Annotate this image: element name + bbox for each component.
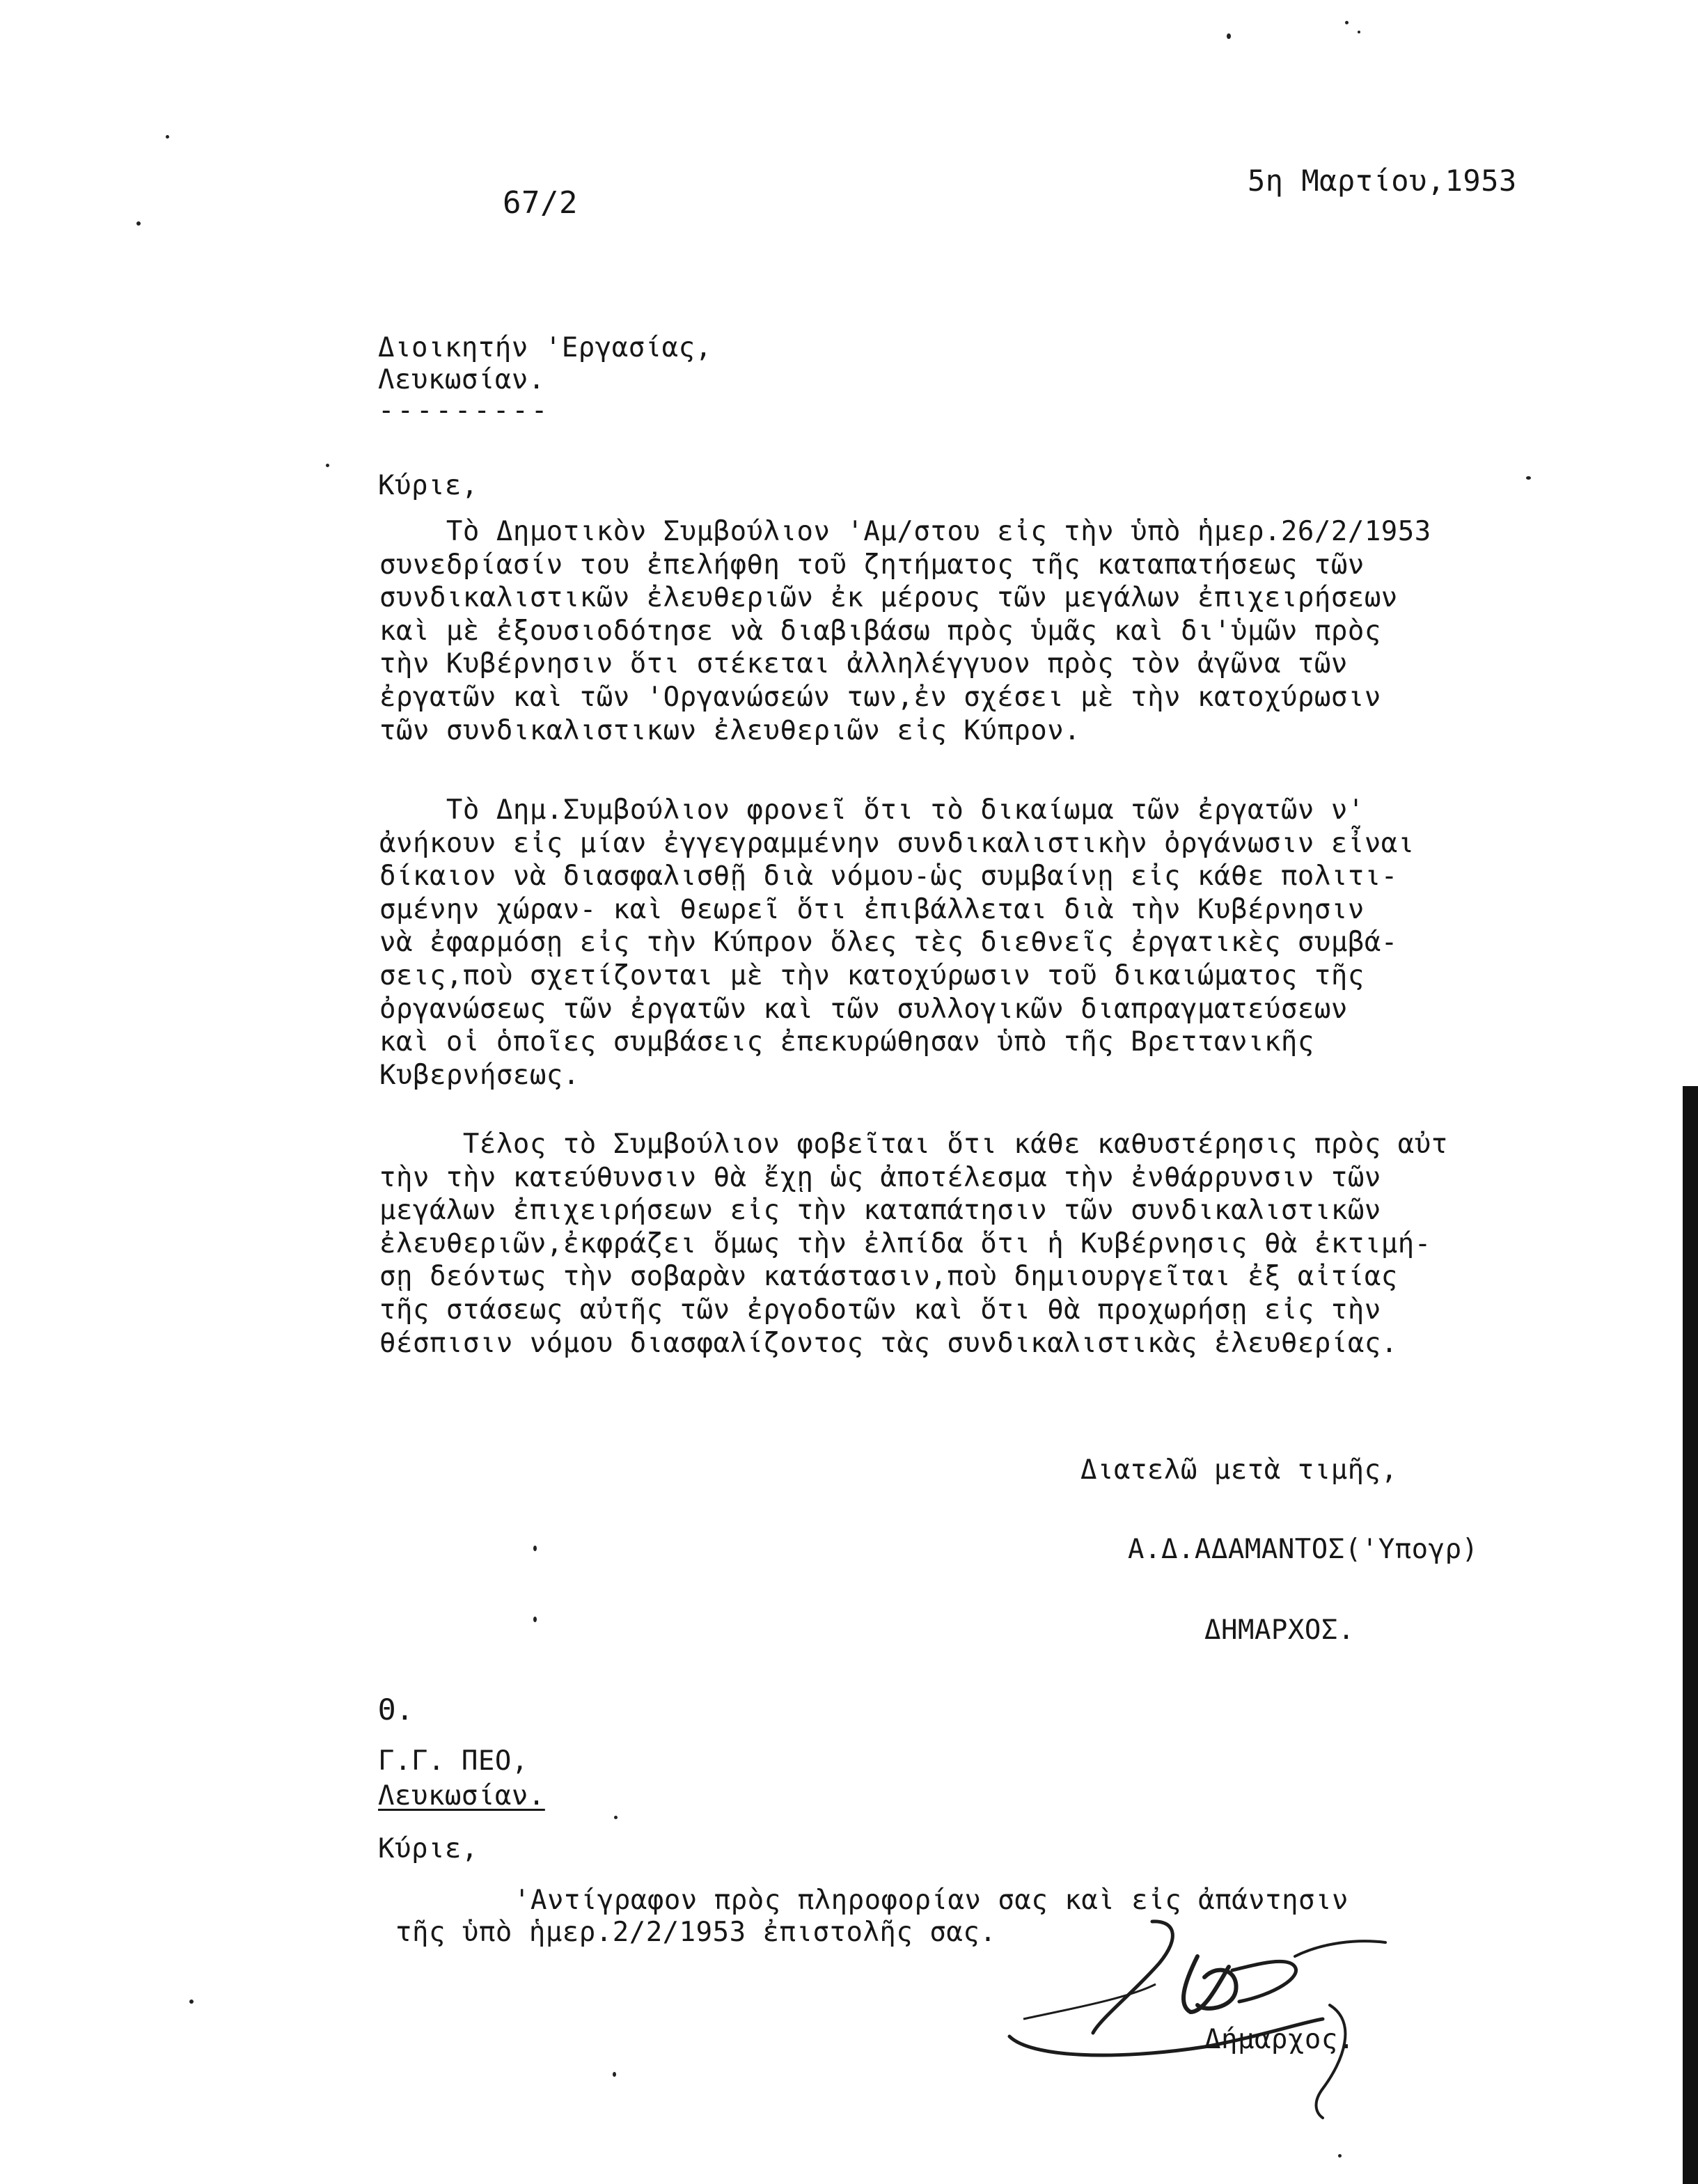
copy-text-line-2: τῆς ὑπὸ ἡμερ.2/2/1953 ἐπιστολῆς σας. xyxy=(395,1917,997,1948)
paragraph-line: τῶν συνδικαλιστικων ἐλευθεριῶν εἰς Κύπρον. xyxy=(379,714,1081,746)
paragraph-line: ὀργανώσεως τῶν ἐργατῶν καὶ τῶν συλλογικῶν διαπραγματεύσεων xyxy=(379,993,1348,1025)
scan-edge-shadow xyxy=(1683,1086,1698,2184)
signature-caption: Δήμαρχος. xyxy=(1204,2024,1355,2055)
scan-speck xyxy=(1358,31,1360,33)
closing: Διατελῶ μετὰ τιμῆς, xyxy=(1080,1454,1398,1486)
scan-speck xyxy=(533,1617,537,1622)
paragraph-line: τὴν Κυβέρνησιν ὅτι στέκεται ἀλληλέγγυον πρὸς τὸν ἀγῶνα τῶν xyxy=(379,648,1348,680)
scan-speck xyxy=(1338,2154,1342,2158)
copy-salutation: Κύριε, xyxy=(378,1833,478,1864)
paragraph-line: δίκαιον νὰ διασφαλισθῇ διὰ νόμου-ὡς συμβαίνῃ εἰς κάθε πολιτι- xyxy=(379,861,1398,893)
reference-number: 67/2 xyxy=(503,185,578,221)
scan-speck xyxy=(166,135,169,139)
scan-speck xyxy=(614,1816,618,1819)
scan-speck xyxy=(533,1546,537,1551)
scan-speck xyxy=(326,464,329,467)
signatory-title: ΔΗΜΑΡΧΟΣ. xyxy=(1204,1615,1355,1646)
paragraph-line: ἀνήκουν εἰς μίαν ἐγγεγραμμένην συνδικαλιστικὴν ὀργάνωσιν εἶναι xyxy=(379,827,1415,859)
scan-speck xyxy=(1526,476,1531,480)
copy-recipient-line-1: Γ.Γ. ΠΕΟ, xyxy=(378,1745,528,1777)
paragraph-line: σμένην χώραν- καὶ θεωρεῖ ὅτι ἐπιβάλλεται διὰ τὴν Κυβέρνησιν xyxy=(379,893,1365,925)
recipient-rule: --------- xyxy=(378,395,551,426)
body-paragraph-2 xyxy=(379,794,1688,1092)
signatory-name: Α.Δ.ΑΔΑΜΑΝΤΟΣ('Υπογρ) xyxy=(1128,1534,1479,1565)
paragraph-line: Τὸ Δημοτικὸν Συμβούλιον 'Αμ/στου εἰς τὴν ὑπὸ ἡμερ.26/2/1953 xyxy=(379,516,1431,547)
paragraph-line: ἐλευθεριῶν,ἐκφράζει ὅμως τὴν ἐλπίδα ὅτι ἡ Κυβέρνησις θὰ ἐκτιμή- xyxy=(379,1227,1431,1259)
scan-speck xyxy=(1345,21,1349,24)
paragraph-line: καὶ οἱ ὁποῖες συμβάσεις ἐπεκυρώθησαν ὑπὸ τῆς Βρεττανικῆς xyxy=(379,1026,1314,1058)
paragraph-line: σῃ δεόντως τὴν σοβαρὰν κατάστασιν,ποὺ δημιουργεῖται ἐξ αἰτίας xyxy=(379,1261,1398,1293)
body-paragraph-3 xyxy=(379,1128,1688,1360)
paragraph-line: μεγάλων ἐπιχειρήσεων εἰς τὴν καταπάτησιν τῶν συνδικαλιστικῶν xyxy=(379,1195,1381,1227)
copy-text-line-1: 'Αντίγραφον πρὸς πληροφορίαν σας καὶ εἰς ἀπάντησιν xyxy=(514,1885,1349,1916)
paragraph-line: σεις,ποὺ σχετίζονται μὲ τὴν κατοχύρωσιν τοῦ δικαιώματος τῆς xyxy=(379,959,1365,991)
scan-speck xyxy=(613,2072,616,2077)
paragraph-line: Κυβερνήσεως. xyxy=(379,1059,580,1091)
paragraph-line: νὰ ἐφαρμόσῃ εἰς τὴν Κύπρον ὅλες τὲς διεθνεῖς ἐργατικὲς συμβά- xyxy=(379,927,1398,959)
handwritten-signature xyxy=(996,1901,1427,2123)
paragraph-line: συνδικαλιστικῶν ἐλευθεριῶν ἐκ μέρους τῶν μεγάλων ἐπιχειρήσεων xyxy=(379,582,1398,614)
copy-recipient-line-2: Λευκωσίαν. xyxy=(378,1780,545,1812)
letter-date: 5η Μαρτίου,1953 xyxy=(1248,164,1517,198)
scan-speck xyxy=(1227,33,1231,39)
paragraph-line: Τέλος τὸ Συμβούλιον φοβεῖται ὅτι κάθε καθυστέρησις πρὸς αὐτ xyxy=(379,1129,1448,1160)
salutation: Κύριε, xyxy=(378,470,478,501)
paragraph-line: θέσπισιν νόμου διασφαλίζοντος τὰς συνδικαλιστικὰς ἐλευθερίας. xyxy=(379,1327,1398,1359)
paragraph-line: συνεδρίασίν του ἐπελήφθη τοῦ ζητήματος τῆς καταπατήσεως τῶν xyxy=(379,549,1365,581)
recipient-line-1: Διοικητήν 'Εργασίας, xyxy=(378,332,712,363)
paragraph-line: καὶ μὲ ἐξουσιοδότησε νὰ διαβιβάσω πρὸς ὑμᾶς καὶ δι'ὑμῶν πρὸς xyxy=(379,615,1381,647)
paragraph-line: τῆς στάσεως αὐτῆς τῶν ἐργοδοτῶν καὶ ὅτι θὰ προχωρήσῃ εἰς τὴν xyxy=(379,1294,1381,1326)
body-paragraph-1 xyxy=(379,515,1688,747)
paragraph-line: ἐργατῶν καὶ τῶν 'Οργανώσεών των,ἐν σχέσει μὲ τὴν κατοχύρωσιν xyxy=(379,681,1381,713)
paragraph-line: Τὸ Δημ.Συμβούλιον φρονεῖ ὅτι τὸ δικαίωμα τῶν ἐργατῶν ν' xyxy=(379,794,1365,826)
recipient-line-2: Λευκωσίαν. xyxy=(378,364,545,395)
paragraph-line: τὴν τὴν κατεύθυνσιν θὰ ἔχῃ ὡς ἀποτέλεσμα τὴν ἐνθάρρυνσιν τῶν xyxy=(379,1161,1381,1193)
scan-speck xyxy=(189,2000,194,2004)
copy-marker: Θ. xyxy=(378,1692,414,1727)
scan-speck xyxy=(136,221,141,226)
